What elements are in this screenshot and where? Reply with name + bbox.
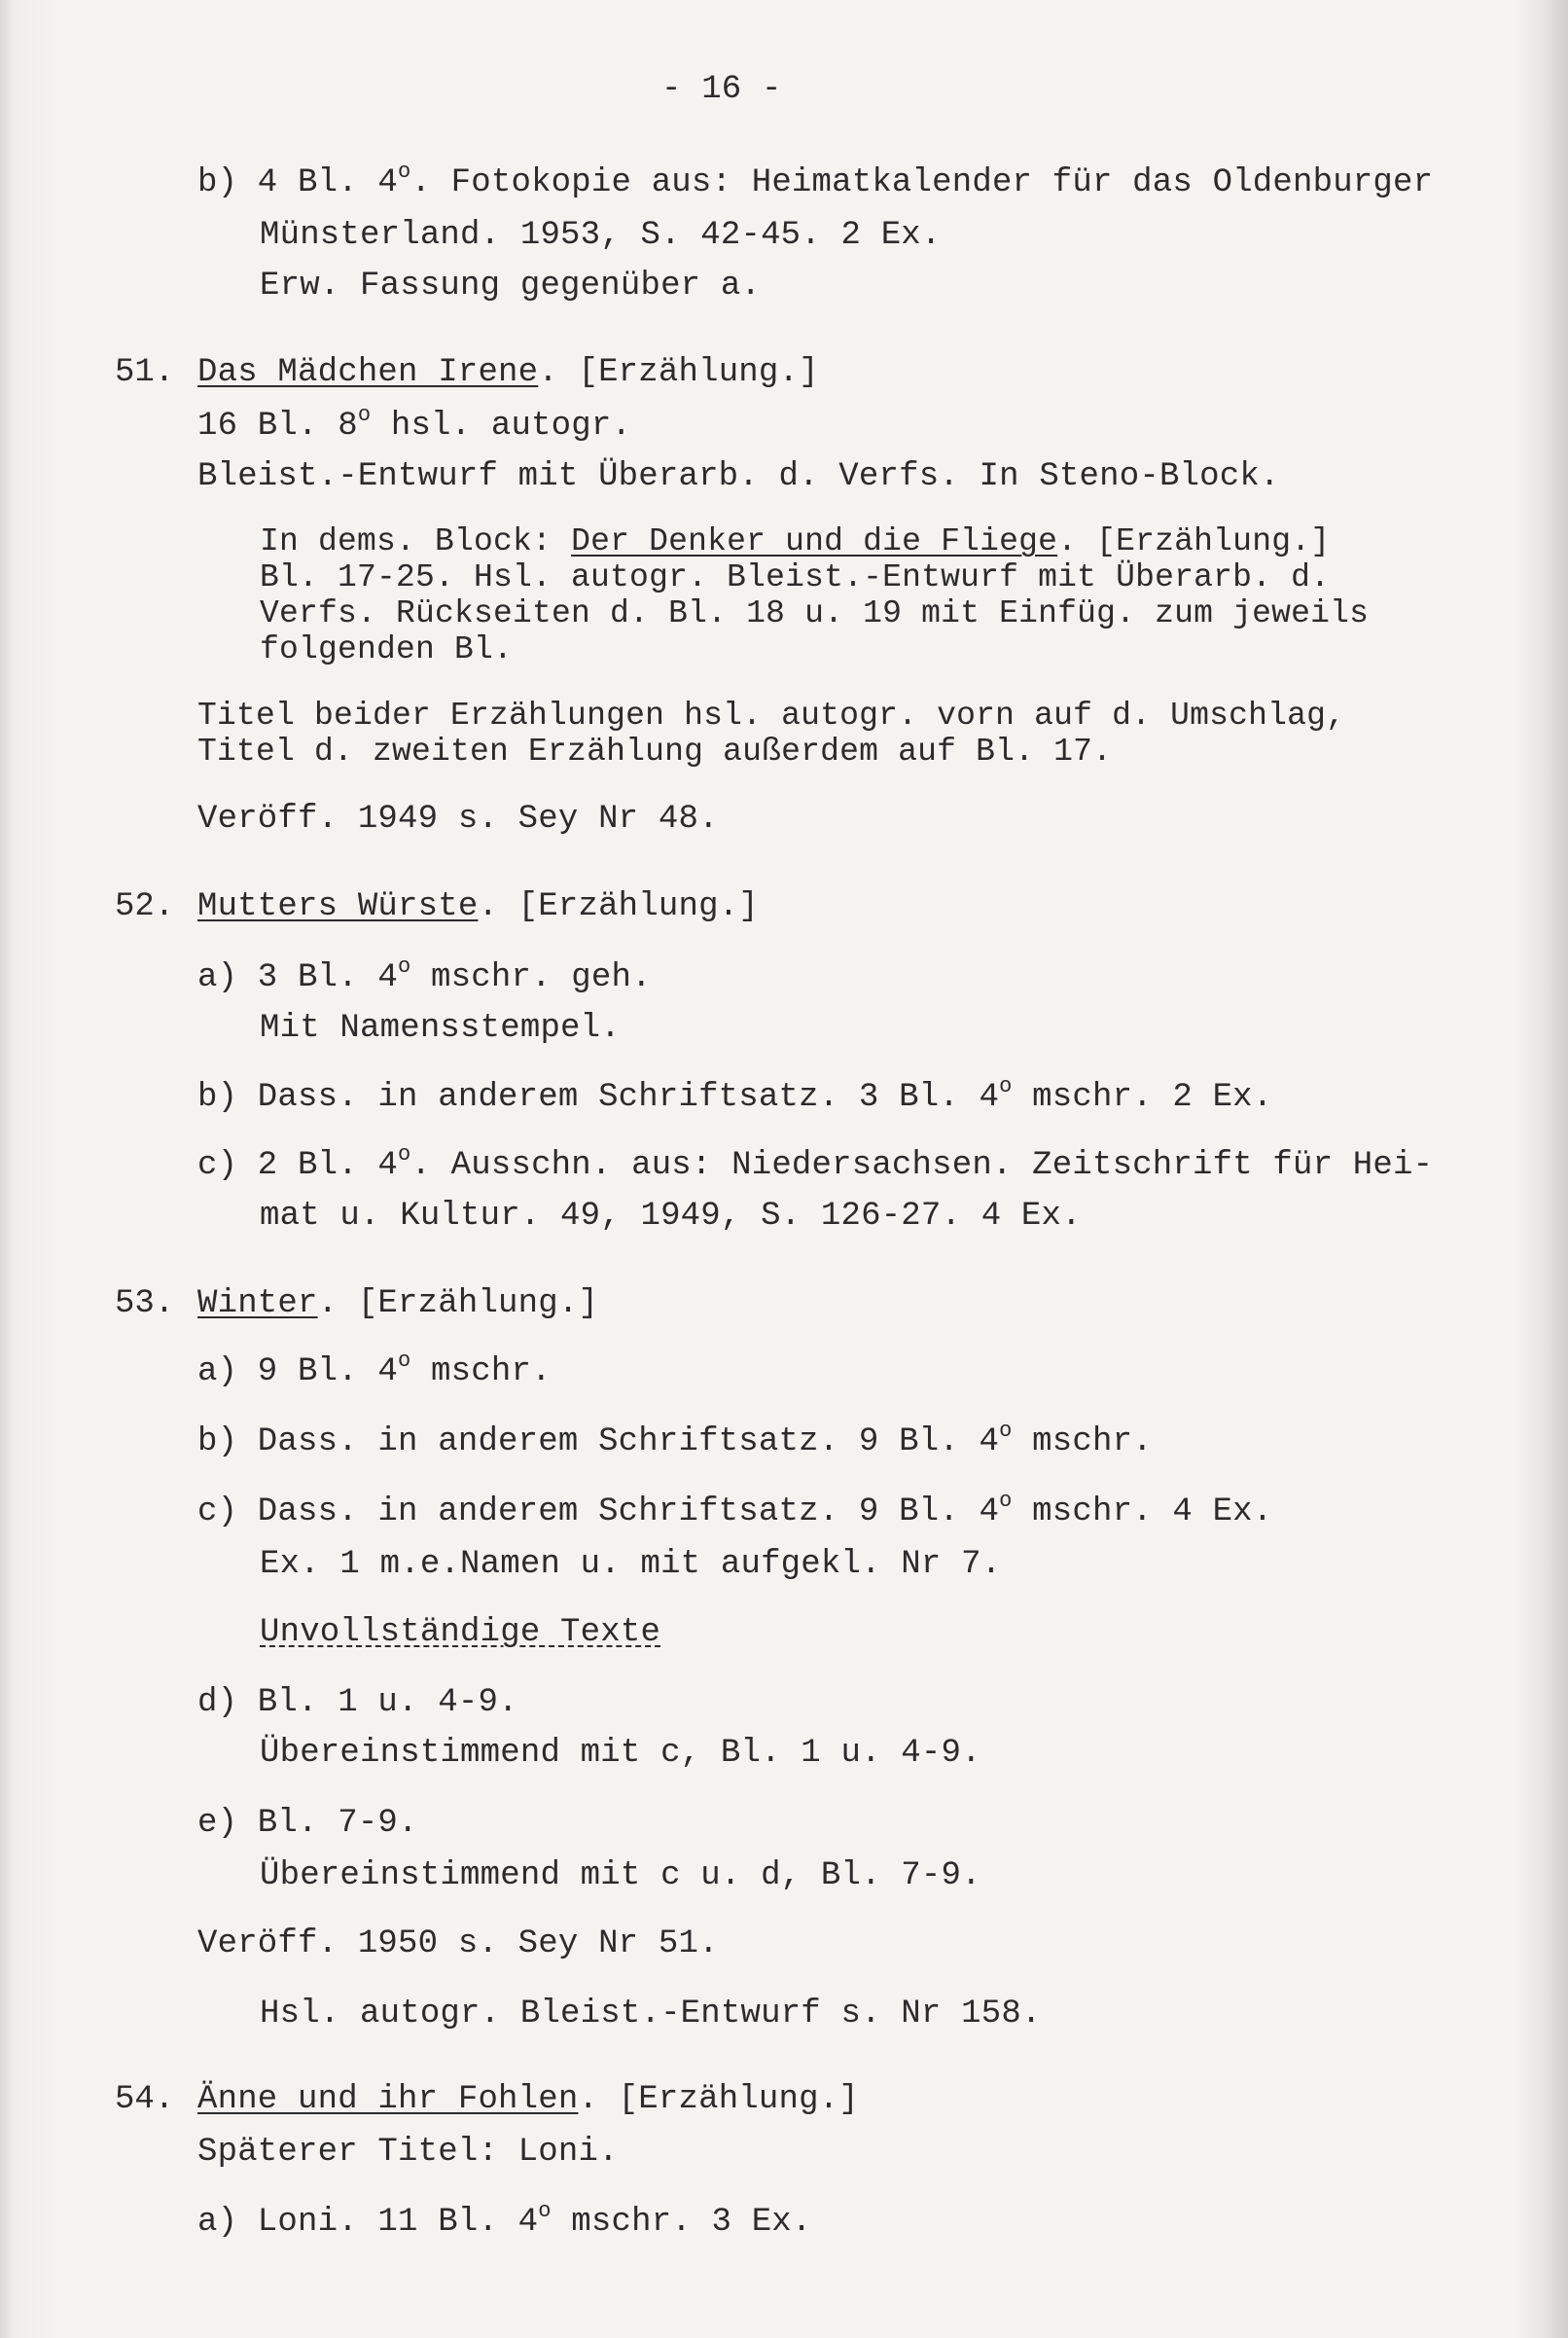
- entry-line: c) Dass. in anderem Schriftsatz. 9 Bl. 4$^o$ mschr. 4 Ex.: [197, 1489, 1273, 1530]
- entry-line: Übereinstimmend mit c, Bl. 1 u. 4-9.: [260, 1735, 981, 1772]
- entry-number: 53.: [115, 1285, 175, 1322]
- entry-title-line: Winter. [Erzählung.]: [197, 1285, 599, 1322]
- entry-title-line: Mutters Würste. [Erzählung.]: [197, 888, 759, 925]
- entry-line: d) Bl. 1 u. 4-9.: [197, 1684, 518, 1721]
- entry-line: c) 2 Bl. 4$^o$. Ausschn. aus: Niedersachsen. Zeitschrift für Hei-: [197, 1142, 1434, 1184]
- entry-line: Späterer Titel: Loni.: [197, 2134, 619, 2171]
- entry-line: a) Loni. 11 Bl. 4$^o$ mschr. 3 Ex.: [197, 2199, 812, 2241]
- entry-line: folgenden Bl.: [260, 631, 514, 667]
- entry-title: Mutters Würste: [197, 888, 479, 925]
- entry-title-line: Das Mädchen Irene. [Erzählung.]: [197, 354, 819, 391]
- entry-number: 51.: [115, 354, 175, 391]
- entry-line: b) Dass. in anderem Schriftsatz. 3 Bl. 4$^o$ mschr. 2 Ex.: [197, 1074, 1273, 1116]
- entry-title: Der Denker und die Fliege: [571, 523, 1058, 559]
- entry-line: b) 4 Bl. 4$^o$. Fotokopie aus: Heimatkalender für das Oldenburger: [197, 160, 1434, 201]
- entry-title: Änne und ihr Fohlen: [197, 2081, 579, 2118]
- entry-line: Bl. 17-25. Hsl. autogr. Bleist.-Entwurf mit Überarb. d.: [260, 559, 1331, 595]
- entry-line: Verfs. Rückseiten d. Bl. 18 u. 19 mit Einfüg. zum jeweils: [260, 595, 1370, 631]
- entry-line: In dems. Block: Der Denker und die Fliege. [Erzählung.]: [260, 523, 1331, 559]
- entry-title-line: Änne und ihr Fohlen. [Erzählung.]: [197, 2081, 859, 2118]
- entry-line: Mit Namensstempel.: [260, 1010, 621, 1047]
- entry-line: Veröff. 1950 s. Sey Nr 51.: [197, 1925, 719, 1962]
- entry-title: Winter: [197, 1285, 318, 1322]
- entry-line: Übereinstimmend mit c u. d, Bl. 7-9.: [260, 1857, 981, 1894]
- entry-line: Erw. Fassung gegenüber a.: [260, 268, 762, 305]
- entry-number: 54.: [115, 2081, 175, 2118]
- entry-number: 52.: [115, 888, 175, 925]
- entry-line: a) 9 Bl. 4$^o$ mschr.: [197, 1349, 552, 1390]
- entry-line: Titel d. zweiten Erzählung außerdem auf Bl. 17.: [197, 734, 1113, 770]
- entry-line: mat u. Kultur. 49, 1949, S. 126-27. 4 Ex.: [260, 1198, 1082, 1235]
- page-number: - 16 -: [661, 71, 782, 108]
- entry-line: Titel beider Erzählungen hsl. autogr. vorn auf d. Umschlag,: [197, 698, 1346, 734]
- entry-line: Ex. 1 m.e.Namen u. mit aufgekl. Nr 7.: [260, 1546, 1002, 1583]
- entry-line: Münsterland. 1953, S. 42-45. 2 Ex.: [260, 217, 942, 254]
- entry-line: 16 Bl. 8$^o$ hsl. autogr.: [197, 403, 632, 445]
- entry-line: Veröff. 1949 s. Sey Nr 48.: [197, 801, 719, 838]
- entry-line: e) Bl. 7-9.: [197, 1805, 418, 1842]
- entry-line: Hsl. autogr. Bleist.-Entwurf s. Nr 158.: [260, 1996, 1042, 2032]
- section-heading: Unvollständige Texte: [260, 1614, 661, 1651]
- entry-line: Bleist.-Entwurf mit Überarb. d. Verfs. In Steno-Block.: [197, 458, 1280, 495]
- entry-line: a) 3 Bl. 4$^o$ mschr. geh.: [197, 954, 652, 996]
- entry-line: b) Dass. in anderem Schriftsatz. 9 Bl. 4$^o$ mschr.: [197, 1419, 1153, 1460]
- entry-title: Das Mädchen Irene: [197, 354, 539, 391]
